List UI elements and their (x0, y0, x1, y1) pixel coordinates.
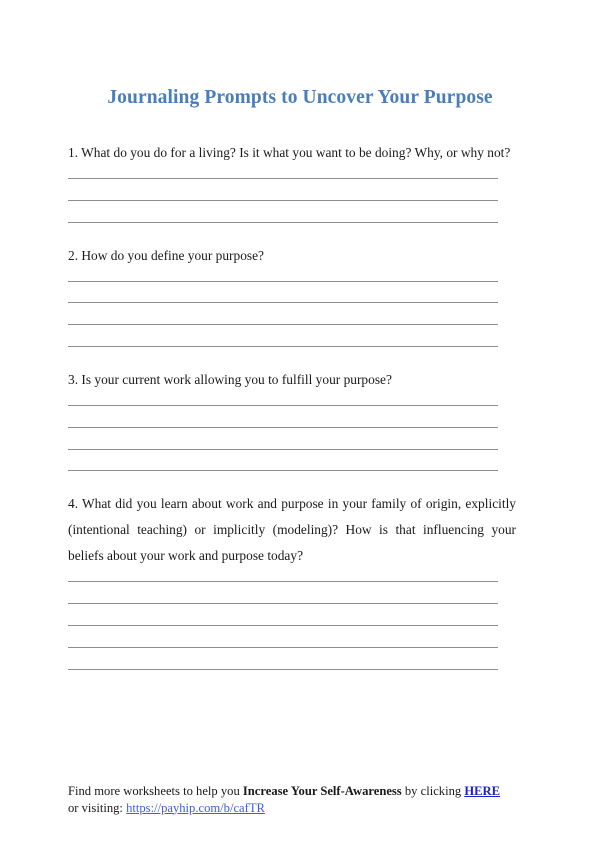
answer-line[interactable] (68, 669, 498, 670)
answer-lines-4 (68, 581, 498, 669)
prompt-text-3: 3. Is your current work allowing you to fulfill your purpose? (68, 371, 392, 387)
answer-line[interactable] (68, 281, 498, 282)
answer-line[interactable] (68, 647, 498, 648)
section-gap (68, 223, 516, 243)
answer-line[interactable] (68, 405, 498, 406)
prompt-block-3 (68, 367, 516, 471)
footer-after-bold-text: by clicking (401, 784, 465, 798)
prompt-text-1: 1. What do you do for a living? Is it what you want to be doing? Why, or why not? (68, 145, 511, 160)
page-title: Journaling Prompts to Uncover Your Purpose (107, 87, 493, 109)
payhip-url-link[interactable]: https://payhip.com/b/cafTR (126, 800, 265, 815)
prompts-container (68, 140, 516, 670)
prompt-block-4 (68, 491, 516, 669)
prompt-block-2 (68, 243, 516, 347)
prompt-block-1 (68, 140, 516, 223)
section-gap (68, 471, 516, 491)
prompt-text-2: 2. How do you define your purpose? (68, 247, 264, 263)
prompt-text-4: 4. What did you learn about work and purpose in your family of origin, explicitly (intentional teaching) or implicitly (modeling)? How is that influencing your beliefs about your work and purpose today? (68, 496, 516, 564)
answer-line[interactable] (68, 625, 498, 626)
answer-line[interactable] (68, 324, 498, 325)
footer-mid-text: or visiting: (68, 800, 127, 815)
answer-line[interactable] (68, 581, 498, 582)
section-gap (68, 347, 516, 367)
answer-lines-3 (68, 405, 498, 471)
answer-line[interactable] (68, 603, 498, 604)
footer-lead-text: Find more worksheets to help you (68, 784, 243, 798)
answer-line[interactable] (68, 449, 498, 450)
footer-bold-phrase: Increase Your Self-Awareness (242, 784, 402, 798)
footer (68, 783, 508, 816)
answer-line[interactable] (68, 178, 498, 179)
answer-lines-1 (68, 178, 498, 223)
answer-line[interactable] (68, 302, 498, 303)
here-link[interactable]: HERE (464, 784, 501, 798)
answer-line[interactable] (68, 200, 498, 201)
answer-lines-2 (68, 281, 498, 347)
answer-line[interactable] (68, 427, 498, 428)
